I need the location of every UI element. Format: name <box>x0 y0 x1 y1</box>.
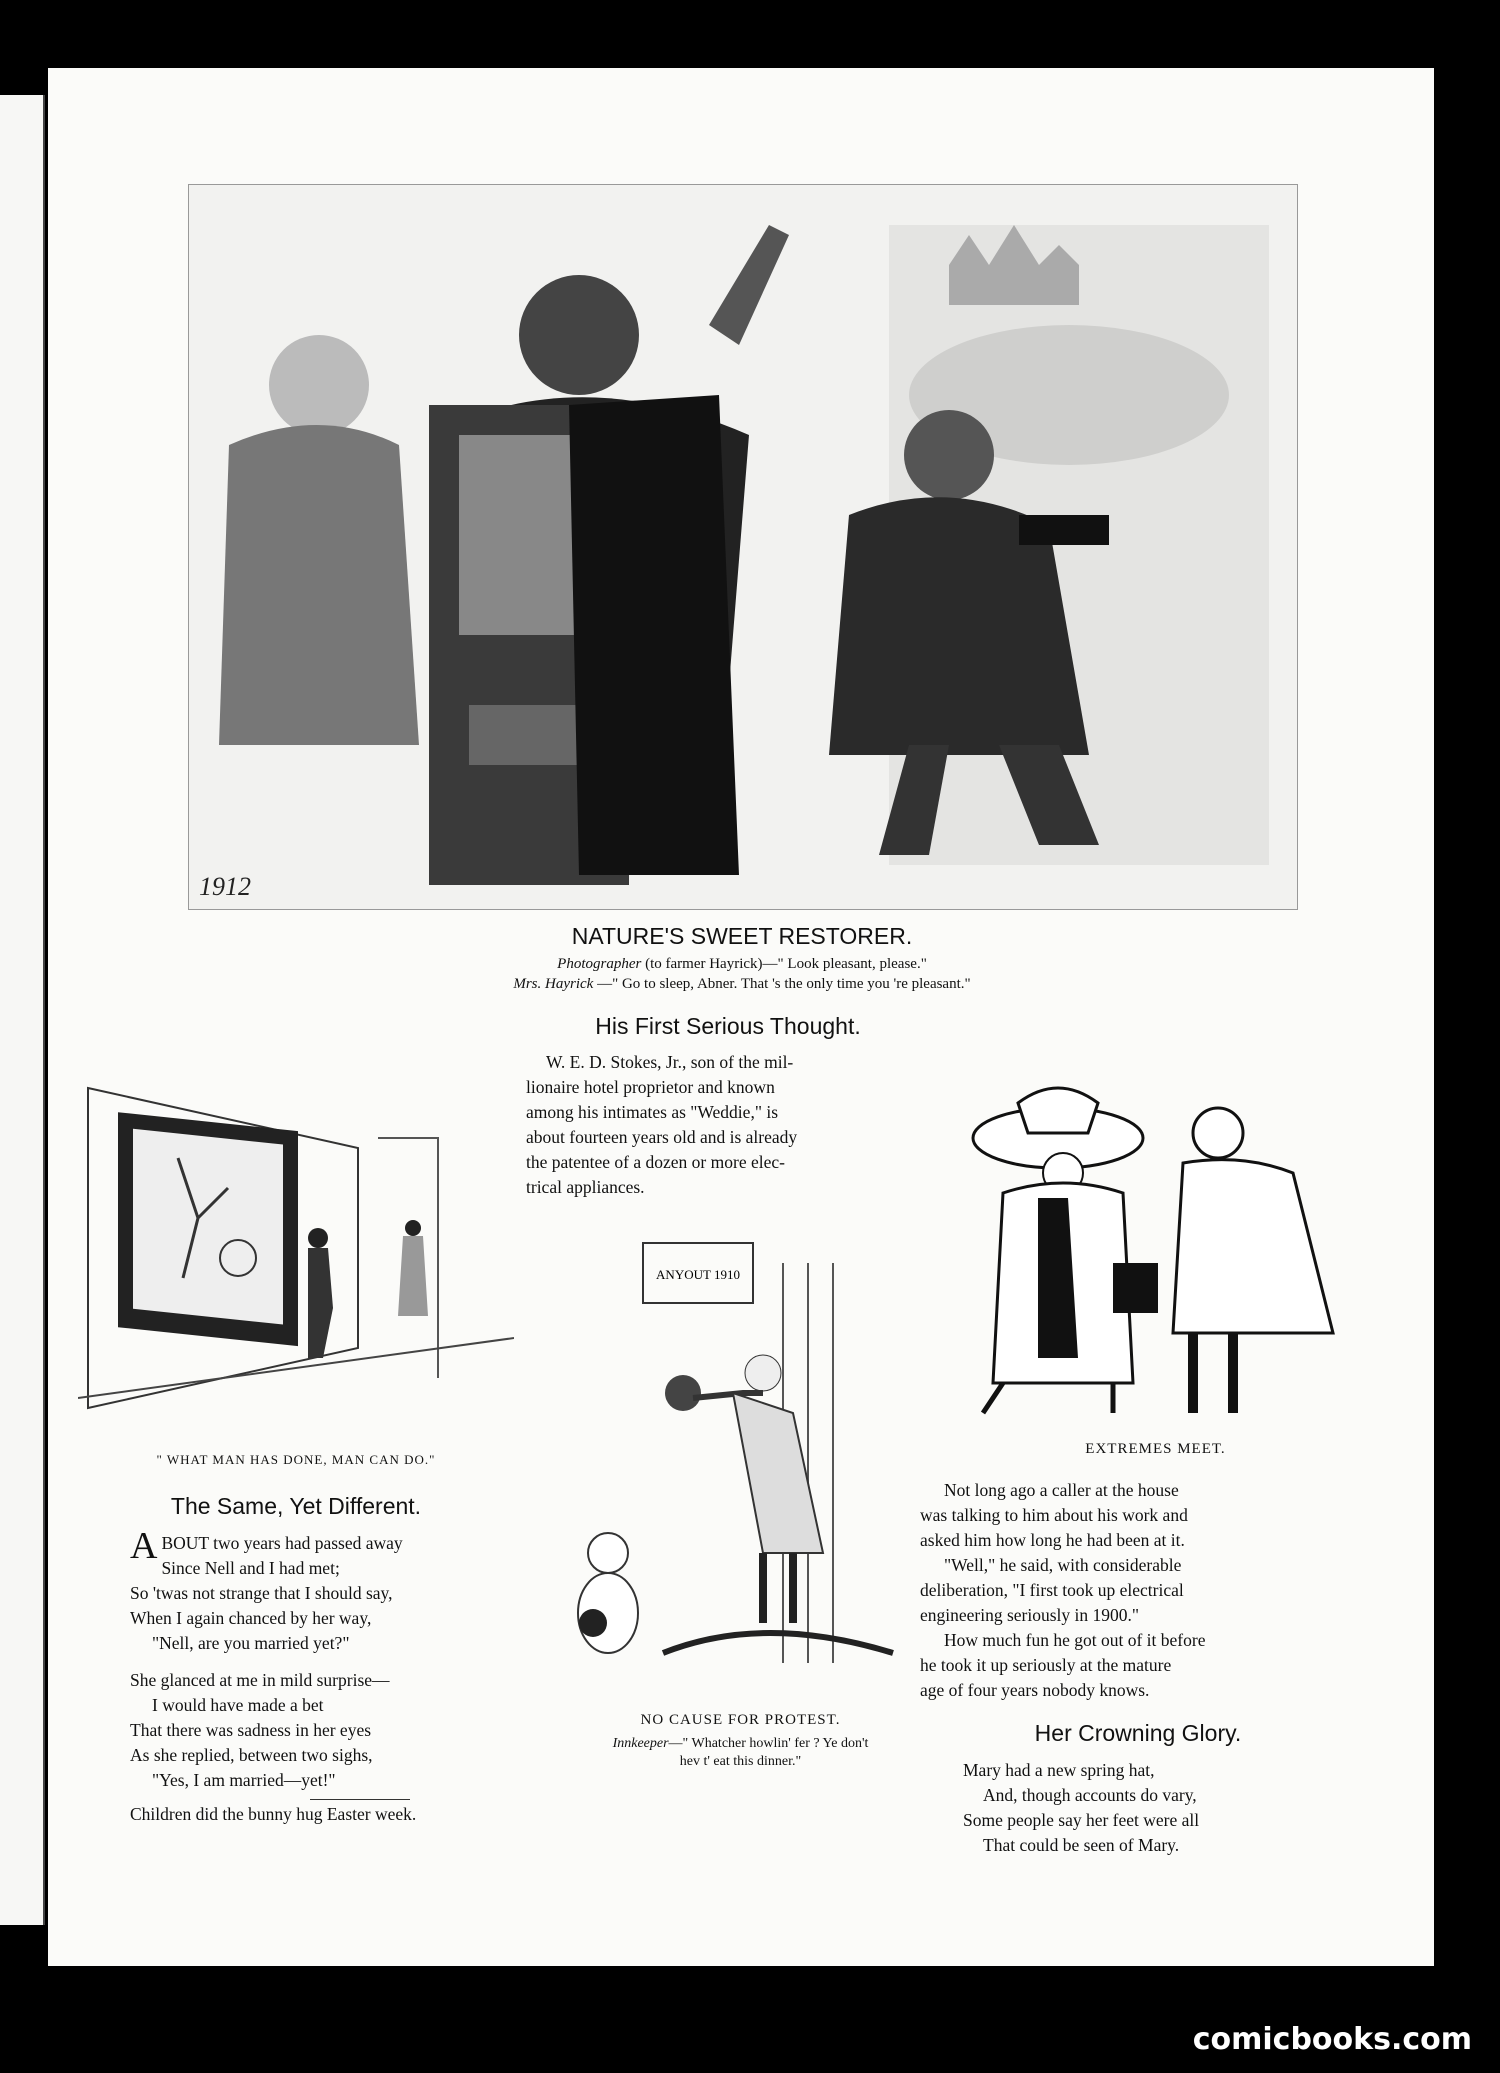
stanza1-line-2: Since Nell and I had met; <box>161 1558 340 1578</box>
dialogue-line-1 <box>188 954 1296 974</box>
cont-line-3: asked him how long he had been at it. <box>920 1530 1185 1550</box>
crowning-line-1: Mary had a new spring hat, <box>963 1760 1155 1780</box>
stanza1-line-1: BOUT two years had passed away <box>161 1533 403 1553</box>
stanza2-line-4: As she replied, between two sighs, <box>130 1745 373 1765</box>
crowning-line-3: Some people say her feet were all <box>963 1810 1200 1830</box>
innkeeper-illustration <box>533 1223 948 1693</box>
stanza2-line-5: "Yes, I am married—yet!" <box>152 1770 336 1790</box>
stanza1-line-3: So 'twas not strange that I should say, <box>130 1583 393 1603</box>
magazine-page <box>48 68 1434 1966</box>
stanza1-line-5: "Nell, are you married yet?" <box>152 1633 350 1653</box>
innkeeper-line-a <box>533 1735 948 1753</box>
body-line-5: the patentee of a dozen or more elec- <box>526 1152 785 1172</box>
stanza1-line-4: When I again chanced by her way, <box>130 1608 372 1628</box>
speaker-innkeeper: Innkeeper <box>612 1736 669 1751</box>
crowning-glory-title: Her Crowning Glory. <box>1034 1720 1242 1746</box>
speaker-mrs-hayrick: Mrs. Hayrick <box>513 976 594 992</box>
body-line-1: W. E. D. Stokes, Jr., son of the mil- <box>546 1052 794 1072</box>
cont-line-7: How much fun he got out of it before <box>944 1630 1206 1650</box>
crowning-line-4: That could be seen of Mary. <box>983 1835 1180 1855</box>
same-yet-different-title: The Same, Yet Different. <box>170 1493 422 1519</box>
crowning-line-2: And, though accounts do vary, <box>983 1785 1197 1805</box>
body-line-3: among his intimates as "Weddie," is <box>526 1102 779 1122</box>
left-page-edge <box>0 95 45 1925</box>
innkeeper-quote-b: hev t' eat this dinner." <box>679 1754 802 1769</box>
innkeeper-dialogue <box>533 1735 948 1771</box>
extremes-illustration <box>963 1083 1348 1433</box>
photographer-quote: (to farmer Hayrick)—" Look pleasant, please." <box>645 956 927 972</box>
main-cartoon-title: NATURE'S SWEET RESTORER. <box>571 923 913 949</box>
innkeeper-quote-a: —" Whatcher howlin' fer ? Ye don't <box>668 1736 869 1751</box>
extremes-caption: EXTREMES MEET. <box>1085 1441 1226 1457</box>
site-watermark: comicbooks.com <box>1192 2022 1472 2057</box>
inn-sign: ANYOUT 1910 <box>656 1267 740 1282</box>
crowning-glory-poem <box>963 1758 1343 1858</box>
poem-stanza-2 <box>130 1668 550 1793</box>
gallery-caption: " WHAT MAN HAS DONE, MAN CAN DO." <box>156 1452 436 1467</box>
mrs-hayrick-quote: —" Go to sleep, Abner. That 's the only time you 're pleasant." <box>597 976 971 992</box>
section-rule <box>310 1799 410 1800</box>
body-line-4: about fourteen years old and is already <box>526 1127 798 1147</box>
cont-line-1: Not long ago a caller at the house <box>944 1480 1179 1500</box>
first-serious-thought-title: His First Serious Thought. <box>595 1013 861 1039</box>
stanza2-line-3: That there was sadness in her eyes <box>130 1720 372 1740</box>
extremes-drawing <box>963 1083 1348 1433</box>
cont-line-4: "Well," he said, with considerable <box>944 1555 1182 1575</box>
innkeeper-drawing <box>533 1223 948 1693</box>
main-illustration-drawing <box>189 185 1297 909</box>
poem-stanza-1 <box>130 1525 550 1656</box>
stanza2-line-1: She glanced at me in mild surprise— <box>130 1670 390 1690</box>
cont-line-6: engineering seriously in 1900." <box>920 1605 1140 1625</box>
cont-line-2: was talking to him about his work and <box>920 1505 1188 1525</box>
cont-line-8: he took it up seriously at the mature <box>920 1655 1172 1675</box>
same-yet-different-poem <box>130 1525 550 1827</box>
gallery-drawing <box>78 1068 514 1440</box>
artist-signature-date: 1912 <box>199 872 251 901</box>
innkeeper-caption: NO CAUSE FOR PROTEST. <box>640 1712 841 1728</box>
cont-line-9: age of four years nobody knows. <box>920 1680 1150 1700</box>
first-serious-thought-body <box>526 1050 951 1200</box>
bunny-hug-line: Children did the bunny hug Easter week. <box>130 1804 417 1824</box>
dialogue-line-2 <box>188 974 1296 994</box>
body-line-2: lionaire hotel proprietor and known <box>526 1077 775 1097</box>
gallery-illustration <box>78 1068 514 1440</box>
body-line-6: trical appliances. <box>526 1177 645 1197</box>
cont-line-5: deliberation, "I first took up electrical <box>920 1580 1184 1600</box>
first-serious-thought-continued <box>920 1478 1345 1703</box>
main-illustration <box>188 184 1298 910</box>
main-cartoon-dialogue <box>188 954 1296 994</box>
stanza2-line-2: I would have made a bet <box>152 1695 324 1715</box>
speaker-photographer: Photographer <box>557 956 642 972</box>
drop-cap: A <box>130 1525 158 1567</box>
